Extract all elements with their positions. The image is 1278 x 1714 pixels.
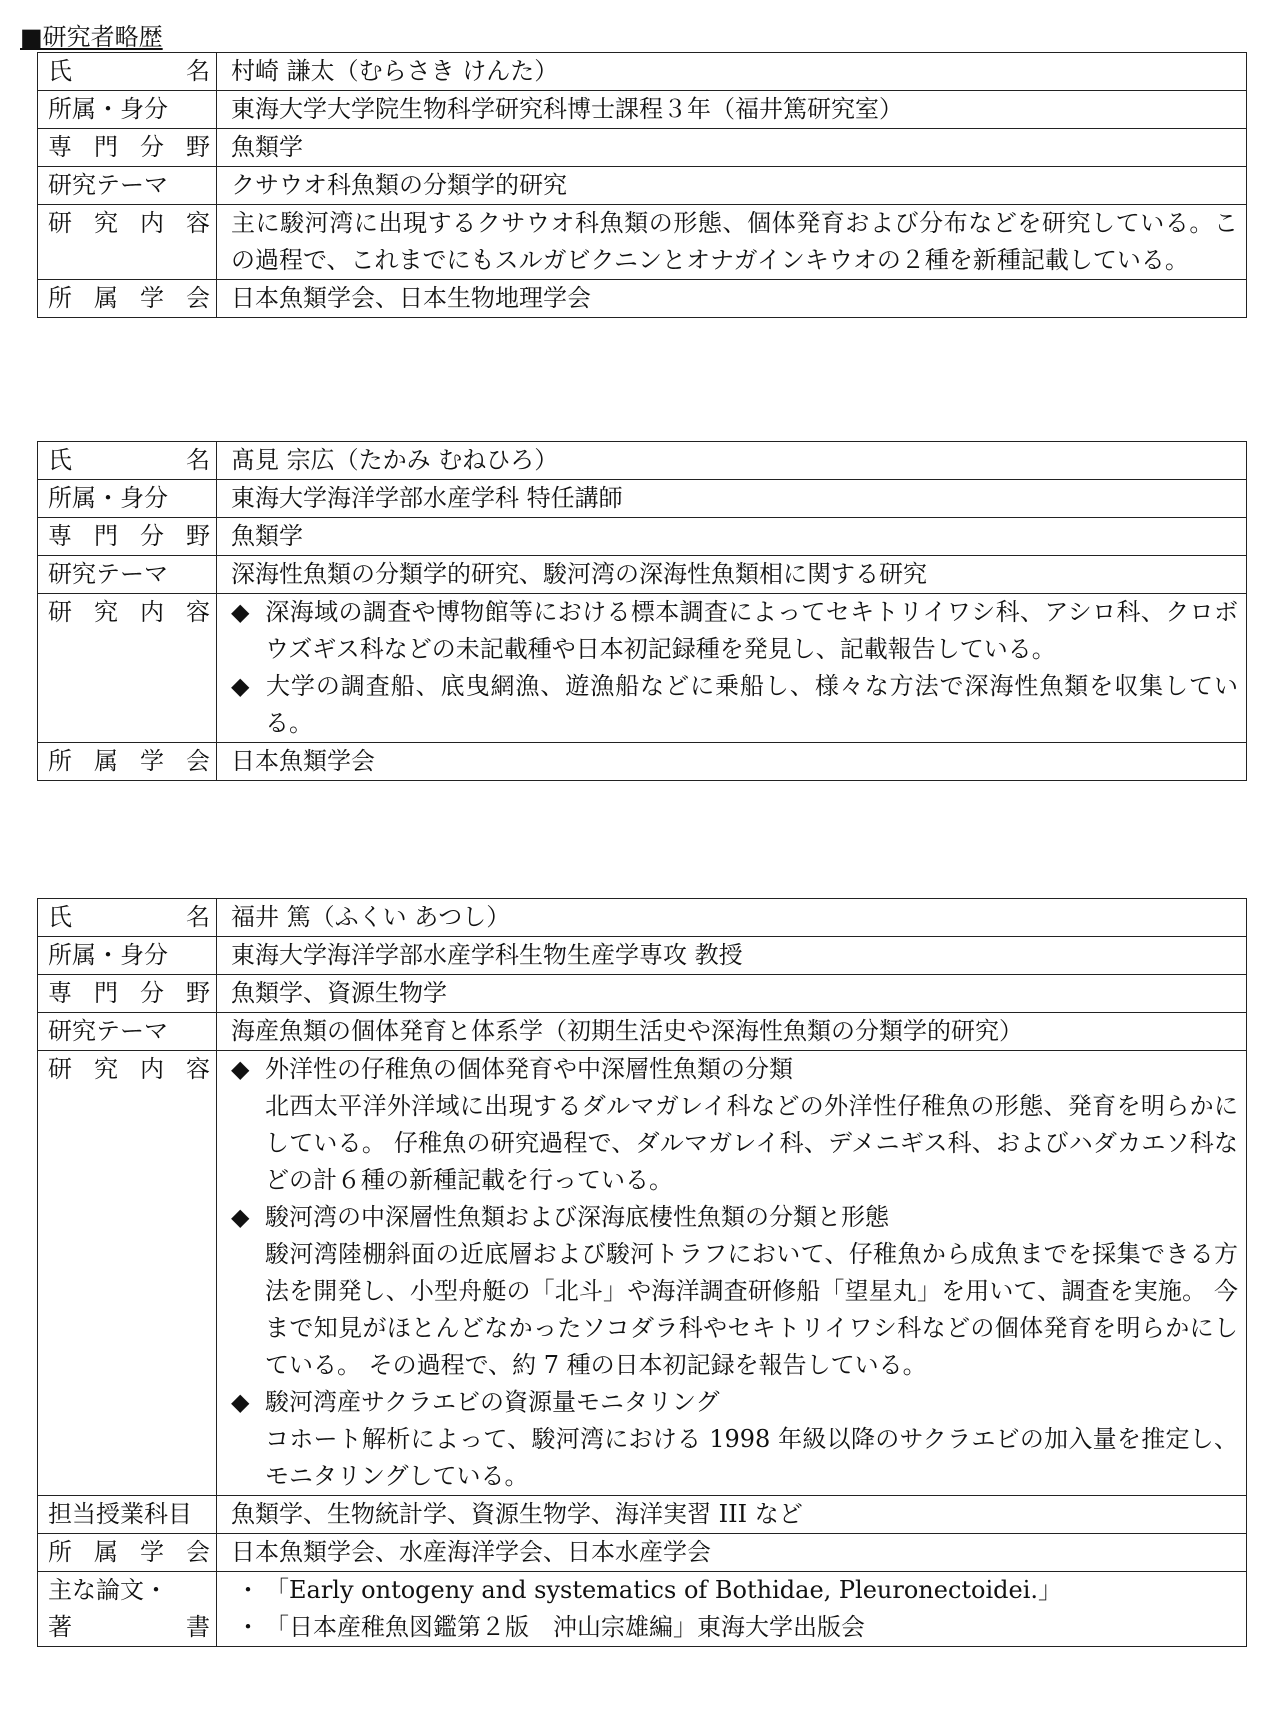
- affiliation-value: 東海大学海洋学部水産学科 特任講師: [217, 480, 1247, 518]
- topic-body: 駿河湾陸棚斜面の近底層および駿河トラフにおいて、仔稚魚から成魚までを採集できる方法を開発し、小型舟艇の「北斗」や海洋調査研修船「望星丸」を用いて、調査を実施。 今まで知見がほとんどなかったソコダラ科やセキトリイワシ科などの個体発育を明らかにしている。 その過程で、約 7 種の日本初記録を報告している。: [265, 1240, 1238, 1379]
- papers-value: [217, 1572, 1247, 1647]
- affiliation-label: 所属・身分: [38, 937, 217, 975]
- society-row: [38, 743, 1247, 781]
- content-bullet: ◆ 大学の調査船、底曳網漁、遊漁船などに乗船し、様々な方法で深海性魚類を収集している。: [231, 668, 1238, 742]
- papers-label: 主な論文・ 著 書: [38, 1572, 217, 1647]
- specialty-label: 専 門 分 野: [38, 129, 217, 167]
- section-heading: ■研究者略歴: [20, 23, 163, 51]
- researcher-profile-1: [37, 52, 1247, 318]
- affiliation-label: 所属・身分: [38, 480, 217, 518]
- theme-value: 深海性魚類の分類学的研究、駿河湾の深海性魚類相に関する研究: [217, 556, 1247, 594]
- content-value: 主に駿河湾に出現するクサウオ科魚類の形態、個体発育および分布などを研究している。この過程で、これまでにもスルガビクニンとオナガインキウオの２種を新種記載している。: [217, 205, 1247, 280]
- researcher-profile-3: [37, 898, 1247, 1647]
- specialty-value: 魚類学、資源生物学: [217, 975, 1247, 1013]
- society-row: [38, 1534, 1247, 1572]
- society-label: 所 属 学 会: [38, 743, 217, 781]
- name-label: 氏 名: [38, 53, 217, 91]
- theme-row: [38, 1013, 1247, 1051]
- content-label: 研 究 内 容: [38, 1051, 217, 1496]
- affiliation-label: 所属・身分: [38, 91, 217, 129]
- society-label: 所 属 学 会: [38, 1534, 217, 1572]
- theme-label: 研究テーマ: [38, 167, 217, 205]
- specialty-label: 専 門 分 野: [38, 518, 217, 556]
- affiliation-value: 東海大学大学院生物科学研究科博士課程３年（福井篤研究室）: [217, 91, 1247, 129]
- paper-item: ・ 「日本産稚魚図鑑第２版 沖山宗雄編」東海大学出版会: [236, 1613, 865, 1641]
- content-value: [217, 594, 1247, 743]
- theme-label: 研究テーマ: [38, 556, 217, 594]
- specialty-value: 魚類学: [217, 518, 1247, 556]
- courses-value: 魚類学、生物統計学、資源生物学、海洋実習 III など: [217, 1496, 1247, 1534]
- content-row: [38, 1051, 1247, 1496]
- specialty-row: [38, 975, 1247, 1013]
- diamond-bullet-icon: ◆: [231, 1388, 250, 1416]
- content-value: [217, 1051, 1247, 1496]
- name-value: 福井 篤（ふくい あつし）: [217, 899, 1247, 937]
- society-value: 日本魚類学会、日本生物地理学会: [217, 280, 1247, 318]
- content-label: 研 究 内 容: [38, 205, 217, 280]
- theme-row: [38, 556, 1247, 594]
- society-value: 日本魚類学会: [217, 743, 1247, 781]
- courses-label: 担当授業科目: [38, 1496, 217, 1534]
- diamond-bullet-icon: ◆: [231, 672, 250, 700]
- theme-label: 研究テーマ: [38, 1013, 217, 1051]
- diamond-bullet-icon: ◆: [231, 1203, 250, 1231]
- name-label: 氏 名: [38, 899, 217, 937]
- paper-item: ・ 「Early ontogeny and systematics of Bothidae, Pleuronectoidei.」: [236, 1576, 1063, 1604]
- specialty-row: [38, 518, 1247, 556]
- theme-value: クサウオ科魚類の分類学的研究: [217, 167, 1247, 205]
- name-row: [38, 899, 1247, 937]
- content-label: 研 究 内 容: [38, 594, 217, 743]
- content-row: [38, 594, 1247, 743]
- affiliation-row: [38, 480, 1247, 518]
- name-value: 髙見 宗広（たかみ むねひろ）: [217, 442, 1247, 480]
- diamond-bullet-icon: ◆: [231, 598, 250, 626]
- society-row: [38, 280, 1247, 318]
- diamond-bullet-icon: ◆: [231, 1055, 250, 1083]
- name-value: 村崎 謙太（むらさき けんた）: [217, 53, 1247, 91]
- specialty-label: 専 門 分 野: [38, 975, 217, 1013]
- name-label: 氏 名: [38, 442, 217, 480]
- society-label: 所 属 学 会: [38, 280, 217, 318]
- affiliation-row: [38, 91, 1247, 129]
- topic-title: ◆ 外洋性の仔稚魚の個体発育や中深層性魚類の分類: [231, 1051, 1238, 1088]
- topic-body: コホート解析によって、駿河湾における 1998 年級以降のサクラエビの加入量を推定し、モニタリングしている。: [265, 1425, 1238, 1490]
- topic-body: 北西太平洋外洋域に出現するダルマガレイ科などの外洋性仔稚魚の形態、発育を明らかにしている。 仔稚魚の研究過程で、ダルマガレイ科、デメニギス科、およびハダカエソ科などの計６種の新種記載を行っている。: [265, 1092, 1238, 1194]
- topic-title: ◆ 駿河湾の中深層性魚類および深海底棲性魚類の分類と形態: [231, 1199, 1238, 1236]
- theme-row: [38, 167, 1247, 205]
- specialty-value: 魚類学: [217, 129, 1247, 167]
- affiliation-value: 東海大学海洋学部水産学科生物生産学専攻 教授: [217, 937, 1247, 975]
- researcher-profile-2: [37, 441, 1247, 781]
- courses-row: [38, 1496, 1247, 1534]
- content-bullet: ◆ 深海域の調査や博物館等における標本調査によってセキトリイワシ科、アシロ科、クロボウズギス科などの未記載種や日本初記録種を発見し、記載報告している。: [231, 594, 1238, 668]
- society-value: 日本魚類学会、水産海洋学会、日本水産学会: [217, 1534, 1247, 1572]
- content-row: [38, 205, 1247, 280]
- affiliation-row: [38, 937, 1247, 975]
- topic-title: ◆ 駿河湾産サクラエビの資源量モニタリング: [231, 1384, 1238, 1421]
- name-row: [38, 53, 1247, 91]
- theme-value: 海産魚類の個体発育と体系学（初期生活史や深海性魚類の分類学的研究）: [217, 1013, 1247, 1051]
- name-row: [38, 442, 1247, 480]
- specialty-row: [38, 129, 1247, 167]
- papers-row: [38, 1572, 1247, 1647]
